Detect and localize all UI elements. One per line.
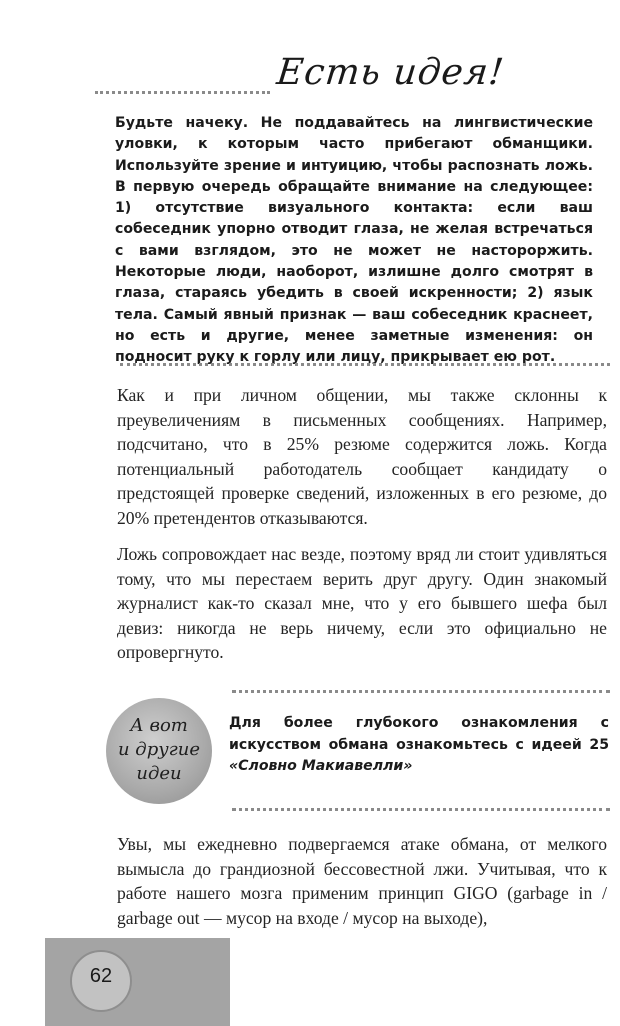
- other-ideas-badge-label: [106, 714, 212, 786]
- badge-line-3: идеи: [136, 763, 182, 784]
- other-ideas-badge: [106, 698, 212, 804]
- crossref-title: «Словно Макиавелли»: [229, 758, 413, 774]
- other-ideas-bottom-rule: [232, 808, 610, 811]
- body-paragraph-3: Увы, мы ежедневно подвергаемся атаке обмана, от мелкого вымысла до грандиозной бессовестной лжи. Учитывая, что к работе нашего мозга применим принцип GIGO (garbage in / garbage out — мусор на входе / мусор на выходе),: [117, 834, 607, 928]
- idea-box-heading: Есть идея!: [274, 52, 507, 93]
- idea-box-bottom-rule: [120, 363, 610, 366]
- heading-rule: [95, 91, 270, 94]
- other-ideas-top-rule: [232, 690, 610, 693]
- badge-line-1: А вот: [130, 715, 188, 736]
- crossref-prefix: Для более глубокого ознакомления с искусством обмана ознакомьтесь с идеей 25: [229, 715, 609, 753]
- body-paragraph-1: Как и при личном общении, мы также склонны к преувеличениям в письменных сообщениях. Например, подсчитано, что в 25% резюме содержится ложь. Когда потенциальный работодатель сообщает кандидату о предстоящей проверке сведений, изложенных в его резюме, до 20% претендентов отказываются.: [117, 385, 607, 528]
- other-ideas-text: [229, 713, 609, 778]
- idea-box-text: Будьте начеку. Не поддавайтесь на лингвистические уловки, к которым часто прибегают обманщики. Используйте зрение и интуицию, чтобы распознать ложь. В первую очередь обращайте внимание на следующее: 1) отсутствие визуального контакта: если ваш собеседник упорно отводит глаза, не желая встречаться с вами взглядом, это не может не настороржить. Некоторые люди, наоборот, излишне долго смотрят в глаза, стараясь убедить в своей искренности; 2) язык тела. Самый явный признак — ваш собеседник краснеет, но есть и другие, менее заметные изменения: он подносит руку к горлу или лицу, прикрывает ею рот.: [115, 115, 593, 366]
- page-number: 62: [89, 965, 113, 987]
- body-paragraph-2: Ложь сопровождает нас везде, поэтому вряд ли стоит удивляться тому, что мы перестаем верить друг другу. Один знакомый журналист как-то сказал мне, что у его бывшего шефа был девиз: никогда не верь ничему, если это официально не опровергнуто.: [117, 544, 607, 662]
- badge-line-2: и другие: [117, 739, 201, 760]
